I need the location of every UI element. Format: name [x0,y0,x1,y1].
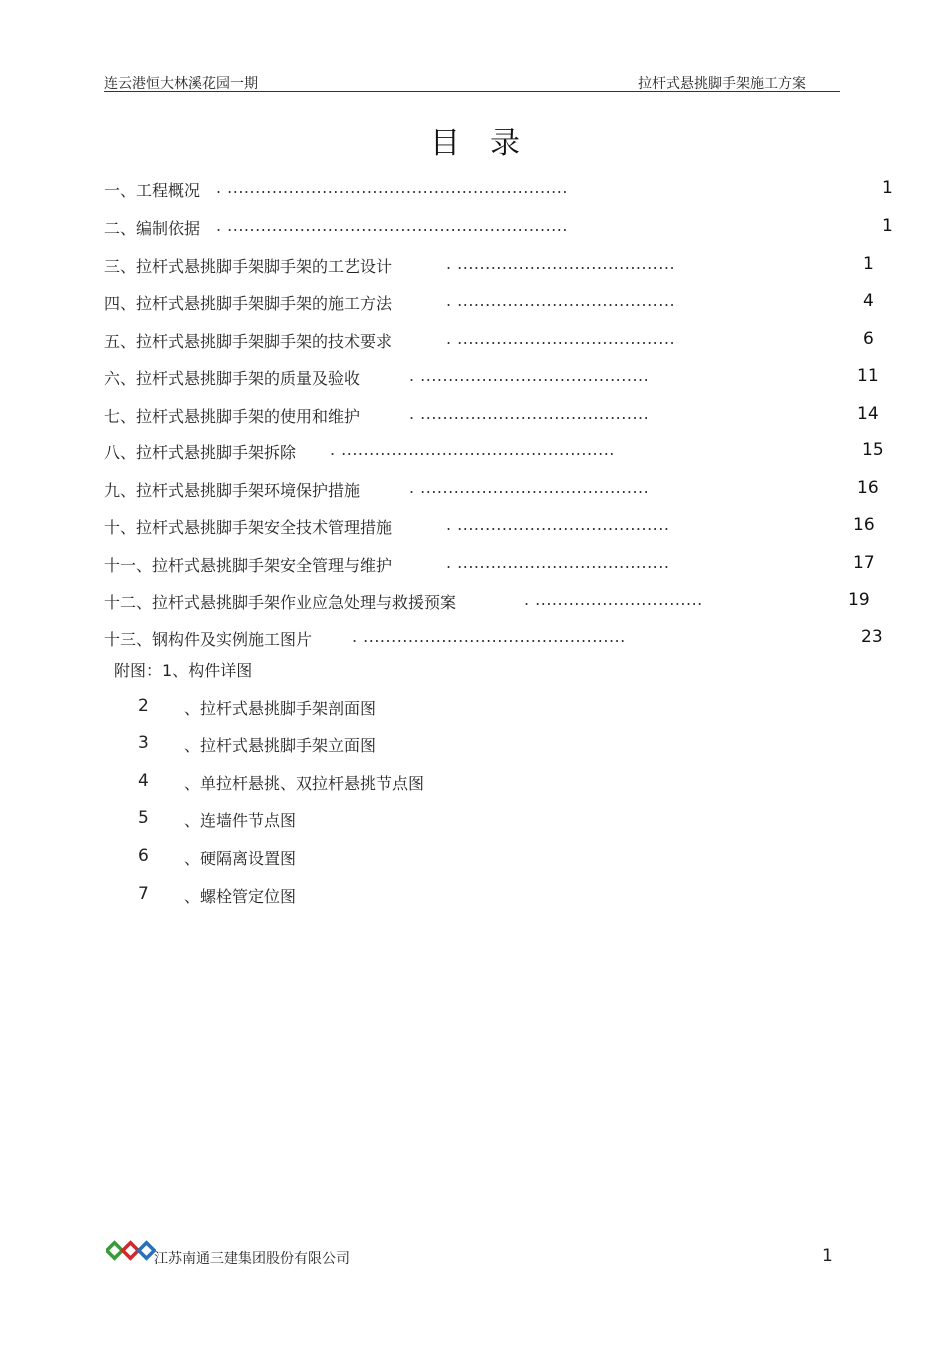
toc-entry-label: 十三、钢构件及实例施工图片 [104,630,313,649]
toc-entry-leader: . ....................................... [446,329,676,348]
appendix-item-number: 7 [138,884,149,904]
toc-entry-page: 6 [863,329,874,349]
appendix-item-number: 4 [138,771,149,791]
toc-entry-page: 17 [853,553,875,573]
page-title: 目录 [430,126,550,161]
appendix-first-label: 、构件详图 [172,661,253,680]
toc-entry-page: 16 [853,515,875,535]
header-project-name: 连云港恒大林溪花园一期 [104,76,258,92]
toc-entry-leader: . ....................................... [446,254,676,273]
toc-entry-page: 1 [863,254,874,274]
toc-entry-leader: . ......................................... [409,404,650,423]
appendix-item-label: 、拉杆式悬挑脚手架剖面图 [184,699,377,718]
toc-entry-page: 16 [857,478,879,498]
appendix-item-number: 6 [138,846,149,866]
toc-entry-page: 11 [857,366,879,386]
appendix-item-label: 、拉杆式悬挑脚手架立面图 [184,736,377,755]
toc-entry-leader: . ...................................... [446,553,670,572]
appendix-item-label: 、连墙件节点图 [184,811,297,830]
toc-entry-page: 1 [882,216,893,236]
toc-entry-page: 1 [882,178,893,198]
toc-entry-label: 二、编制依据 [104,219,201,238]
toc-entry-leader: . ................................................. [330,440,615,459]
footer-page-number: 1 [822,1246,833,1266]
toc-entry-leader: . ...................................... [446,515,670,534]
logo-diamond-blue [139,1243,155,1259]
appendix-item-label: 、硬隔离设置图 [184,849,297,868]
toc-entry-page: 15 [862,440,884,460]
toc-entry-label: 四、拉杆式悬挑脚手架脚手架的施工方法 [104,294,393,313]
toc-entry-leader: . ....................................... [446,291,676,310]
appendix-item-label: 、单拉杆悬挑、双拉杆悬挑节点图 [184,774,425,793]
toc-entry-label: 八、拉杆式悬挑脚手架拆除 [104,443,297,462]
appendix-prefix: 附图： [114,661,163,680]
toc-entry-label: 六、拉杆式悬挑脚手架的质量及验收 [104,369,361,388]
header-document-title: 拉杆式悬挑脚手架施工方案 [638,76,806,92]
toc-entry-leader: . ......................................... [409,366,650,385]
toc-entry-leader: . ............................................................. [216,178,568,197]
toc-entry-leader: . .............................. [524,590,703,609]
logo-diamond-red [123,1243,139,1259]
toc-entry-page: 4 [863,291,874,311]
toc-entry-label: 三、拉杆式悬挑脚手架脚手架的工艺设计 [104,257,393,276]
toc-entry-page: 14 [857,404,879,424]
footer-company-name: 江苏南通三建集团股份有限公司 [154,1251,350,1267]
toc-entry-label: 十二、拉杆式悬挑脚手架作业应急处理与救援预案 [104,593,457,612]
toc-entry-label: 十、拉杆式悬挑脚手架安全技术管理措施 [104,518,393,537]
company-logo [106,1240,156,1262]
toc-entry-label: 一、工程概况 [104,181,201,200]
toc-entry-leader: . ............................................................. [216,216,568,235]
toc-entry-label: 七、拉杆式悬挑脚手架的使用和维护 [104,407,361,426]
toc-entry-leader: . ............................................... [352,627,626,646]
appendix-item-number: 3 [138,733,149,753]
appendix-item-number: 5 [138,808,149,828]
toc-entry-label: 十一、拉杆式悬挑脚手架安全管理与维护 [104,556,393,575]
toc-entry-label: 五、拉杆式悬挑脚手架脚手架的技术要求 [104,332,393,351]
appendix-heading [114,658,252,681]
header-divider [104,91,840,92]
appendix-item-label: 、螺栓管定位图 [184,887,297,906]
appendix-item-number: 2 [138,696,149,716]
toc-entry-label: 九、拉杆式悬挑脚手架环境保护措施 [104,481,361,500]
appendix-first-number: 1 [162,661,173,680]
toc-entry-leader: . ......................................... [409,478,650,497]
toc-entry-page: 19 [848,590,870,610]
toc-entry-page: 23 [861,627,883,647]
logo-diamond-green [107,1243,123,1259]
